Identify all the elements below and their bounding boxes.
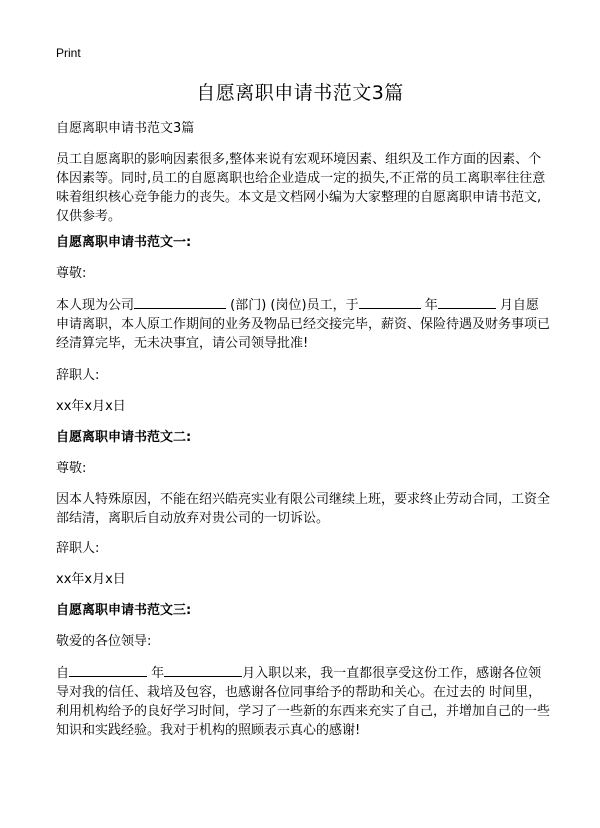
sample1-body-part-d: 月自愿申请离职，本人原工作期间的业务及物品已经交接完毕，薪资、保险待遇及财务事项已经清算完毕，无未决事宜，请公司领导批准! <box>56 298 551 351</box>
sample3-body-part-c: 月入职以来，我一直都很享受这份工作，感谢各位领导对我的信任、栽培及包容，也感谢各位同事给予的帮助和关心。在过去的 时间里，利用机构给予的良好学习时间，学习了一些新的东西来充实了自己，并增加自己的一些知识和实践经验。我对于机构的照顾表示真心的感谢! <box>56 666 551 738</box>
sample3-body-part-a: 自 <box>56 666 70 681</box>
intro-paragraph: 员工自愿离职的影响因素很多,整体来说有宏观环境因素、组织及工作方面的因素、个体因素等。同时,员工的自愿离职也给企业造成一定的损失,不正常的员工离职率往往意味着组织核心竞争能力的丧失。本文是文档网小编为大家整理的自愿离职申请书范文,仅供参考。 <box>56 152 546 224</box>
sample1-body-part-a: 本人现为公司 <box>56 298 135 313</box>
sample1-body <box>56 295 550 353</box>
sample1-date: xx年x月x日 <box>56 399 126 414</box>
sample1-body-part-b: (部门) (岗位)员工，于 <box>230 298 359 313</box>
sample2-body: 因本人特殊原因，不能在绍兴皓亮实业有限公司继续上班，要求终止劳动合同，工资全部结清，离职后自动放弃对贵公司的一切诉讼。 <box>56 492 551 526</box>
sample2-greeting: 尊敬: <box>56 461 87 476</box>
blank-line <box>359 295 421 309</box>
sample1-body-part-c: 年 <box>424 298 438 313</box>
sample1-heading: 自愿离职申请书范文一: <box>56 235 192 250</box>
sample3-body <box>56 663 550 740</box>
sample1-greeting: 尊敬: <box>56 266 87 281</box>
blank-line <box>134 295 226 309</box>
sample2-date: xx年x月x日 <box>56 572 126 587</box>
document-title: 自愿离职申请书范文3篇 <box>196 82 404 104</box>
sample2-signature: 辞职人: <box>56 541 100 556</box>
sample3-heading: 自愿离职申请书范文三: <box>56 603 192 618</box>
blank-line <box>164 663 242 677</box>
blank-line <box>438 295 496 309</box>
sample3-body-part-b: 年 <box>151 666 165 681</box>
sample1-signature: 辞职人: <box>56 368 100 383</box>
print-label: Print <box>56 46 81 60</box>
sample3-greeting: 敬爱的各位领导: <box>56 634 152 649</box>
blank-line <box>69 663 147 677</box>
sample2-heading: 自愿离职申请书范文二: <box>56 430 192 445</box>
subtitle: 自愿离职申请书范文3篇 <box>56 121 195 136</box>
